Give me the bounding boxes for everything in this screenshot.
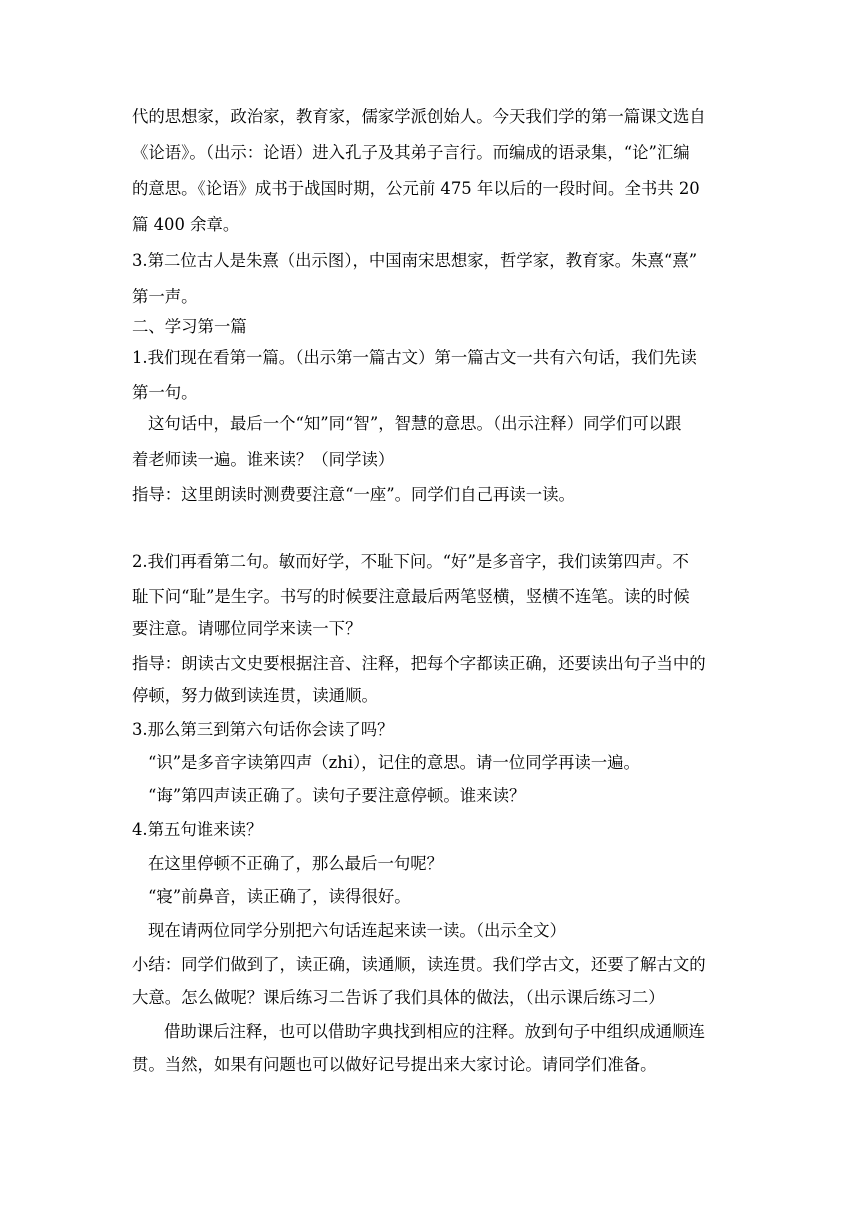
text-line: “寝”前鼻音，读正确了，读得很好。: [148, 887, 411, 906]
text-line: 耻下问“耻”是生字。书写的时候要注意最后两笔竖横，竖横不连笔。读的时候: [132, 587, 690, 606]
text-line: 这句话中，最后一个“知”同“智”，智慧的意思。（出示注释）同学们可以跟: [148, 414, 682, 433]
text-line: 篇 400 余章。: [132, 215, 240, 234]
text-line: 停顿，努力做到读连贯，读通顺。: [132, 686, 378, 705]
text-line: 指导：这里朗读时测费要注意“一座”。同学们自己再读一读。: [132, 485, 575, 504]
text-line: 的意思。《论语》成书于战国时期，公元前 475 年以后的一段时间。全书共 20: [132, 179, 700, 198]
text-line: 在这里停顿不正确了，那么最后一句呢？: [148, 854, 444, 873]
text-line: 指导：朗读古文史要根据注音、注释，把每个字都读正确，还要读出句子当中的: [132, 654, 706, 673]
text-line: 1.我们现在看第一篇。（出示第一篇古文）第一篇古文一共有六句话，我们先读: [132, 348, 697, 367]
text-line: 3.第二位古人是朱熹（出示图），中国南宋思想家，哲学家，教育家。朱熹“熹”: [132, 251, 698, 270]
text-line: 大意。怎么做呢？课后练习二告诉了我们具体的做法，（出示课后练习二）: [132, 988, 665, 1007]
text-line: “识”是多音字读第四声（zhi），记住的意思。请一位同学再读一遍。: [148, 753, 640, 772]
text-line: “诲”第四声读正确了。读句子要注意停顿。谁来读？: [148, 786, 526, 805]
text-line: 3.那么第三到第六句话你会读了吗？: [132, 720, 394, 739]
text-line: 借助课后注释，也可以借助字典找到相应的注释。放到句子中组织成通顺连: [164, 1022, 705, 1041]
text-line: 2.我们再看第二句。敏而好学，不耻下问。“好”是多音字，我们读第四声。不: [132, 552, 689, 571]
section-heading: 二、学习第一篇: [132, 317, 247, 336]
text-line: 贯。当然，如果有问题也可以做好记号提出来大家讨论。请同学们准备。: [132, 1055, 657, 1074]
text-line: 小结：同学们做到了，读正确，读通顺，读连贯。我们学古文，还要了解古文的: [132, 955, 706, 974]
text-line: 《论语》。（出示：论语）进入孔子及其弟子言行。而编成的语录集，“论”汇编: [132, 143, 690, 162]
text-line: 要注意。请哪位同学来读一下？: [132, 619, 362, 638]
text-line: 第一声。: [132, 287, 198, 306]
text-line: 着老师读一遍。谁来读？（同学读）: [132, 450, 395, 469]
text-line: 第一句。: [132, 383, 198, 402]
text-line: 代的思想家，政治家，教育家，儒家学派创始人。今天我们学的第一篇课文选自: [132, 107, 706, 126]
text-line: 4.第五句谁来读？: [132, 820, 263, 839]
text-line: 现在请两位同学分别把六句话连起来读一读。（出示全文）: [148, 921, 566, 940]
